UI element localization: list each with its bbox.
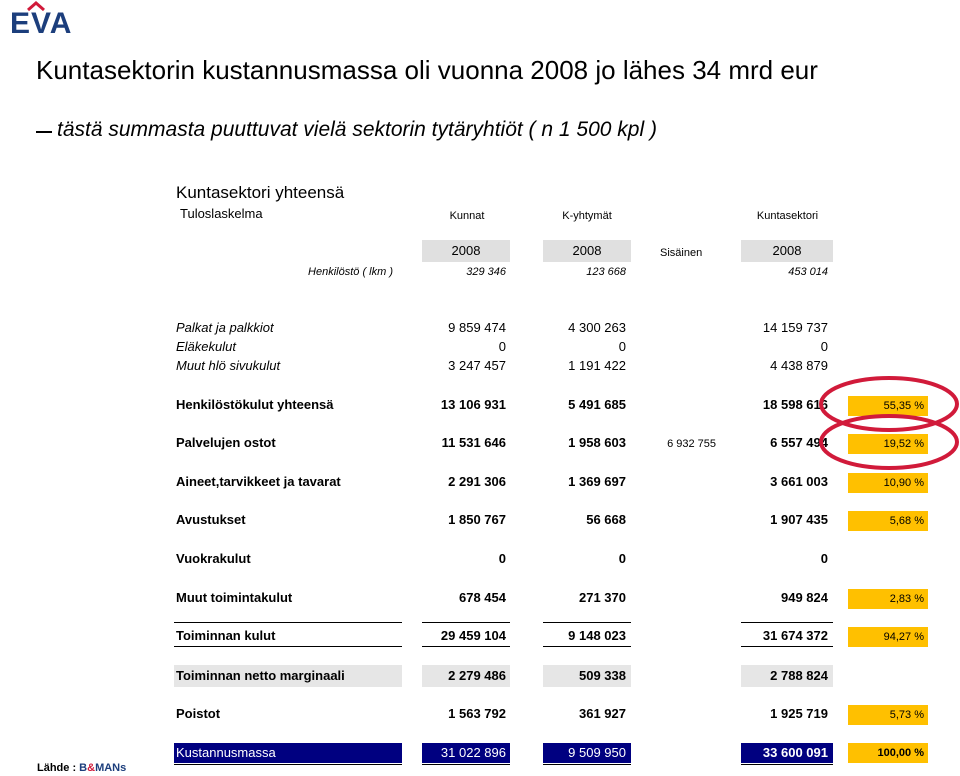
poistot-label: Poistot [176, 706, 221, 721]
muut-toim-kunnat: 678 454 [459, 590, 506, 605]
netto-label: Toiminnan netto marginaali [176, 668, 345, 683]
aineet-kuntasektori: 3 661 003 [770, 474, 828, 489]
year-kuntasektori: 2008 [772, 243, 802, 258]
palvelut-pct: 19,52 % [848, 434, 928, 454]
col-header-kunnat: Kunnat [449, 210, 485, 222]
aineet-kunnat: 2 291 306 [448, 474, 506, 489]
henk-yht-label: Henkilöstökulut yhteensä [176, 397, 334, 412]
poistot-pct: 5,73 % [848, 705, 928, 725]
muut-toim-kyhtymat: 271 370 [579, 590, 626, 605]
palvelut-kunnat: 11 531 646 [441, 435, 506, 450]
henkilosto-kyhtymat: 123 668 [586, 266, 626, 278]
vuokra-kunnat: 0 [498, 551, 506, 566]
section-title: Kuntasektori yhteensä [176, 183, 345, 202]
elake-kuntasektori: 0 [820, 339, 828, 354]
poistot-kunnat: 1 563 792 [448, 706, 506, 721]
aineet-pct: 10,90 % [848, 473, 928, 493]
col-header-kyhtymat: K-yhtymät [562, 210, 612, 222]
netto-kyhtymat: 509 338 [579, 668, 626, 683]
toim-kulut-kunnat: 29 459 104 [440, 628, 506, 643]
palvelut-kuntasektori: 6 557 494 [770, 435, 828, 450]
source-amp: & [87, 762, 96, 774]
highlight-circle-palvelut [821, 416, 957, 468]
page-subtitle: tästä summasta puuttuvat vielä sektorin tytäryhtiöt ( n 1 500 kpl ) [57, 118, 657, 141]
muut-hlo-kyhtymat: 1 191 422 [568, 358, 626, 373]
kustannus-label: Kustannusmassa [176, 745, 276, 760]
elake-kunnat: 0 [498, 339, 506, 354]
poistot-kyhtymat: 361 927 [579, 706, 626, 721]
henkilosto-kuntasektori: 453 014 [788, 266, 828, 278]
henk-yht-kuntasektori: 18 598 616 [762, 397, 828, 412]
toim-kulut-pct: 94,27 % [848, 627, 928, 647]
year-kyhtymat: 2008 [572, 243, 602, 258]
aineet-kyhtymat: 1 369 697 [568, 474, 626, 489]
toim-kulut-label: Toiminnan kulut [176, 628, 276, 643]
vuokra-kuntasektori: 0 [820, 551, 828, 566]
henkilosto-kunnat: 329 346 [466, 266, 506, 278]
muut-hlo-kunnat: 3 247 457 [448, 358, 506, 373]
source-mans: MANs [95, 762, 127, 774]
palvelut-sisainen: 6 932 755 [667, 438, 716, 450]
poistot-kuntasektori: 1 925 719 [770, 706, 828, 721]
henk-yht-kyhtymat: 5 491 685 [568, 397, 626, 412]
kustannus-kuntasektori: 33 600 091 [762, 745, 828, 760]
palkat-kunnat: 9 859 474 [448, 320, 506, 335]
elake-kyhtymat: 0 [618, 339, 626, 354]
toim-kulut-kuntasektori: 31 674 372 [762, 628, 828, 643]
muut-toim-kuntasektori: 949 824 [781, 590, 828, 605]
avustukset-label: Avustukset [176, 512, 246, 527]
avustukset-kunnat: 1 850 767 [448, 512, 506, 527]
page-title: Kuntasektorin kustannusmassa oli vuonna 2008 jo lähes 34 mrd eur [36, 55, 818, 85]
netto-kunnat: 2 279 486 [448, 668, 506, 683]
toim-kulut-kyhtymat: 9 148 023 [568, 628, 626, 643]
henkilosto-label: Henkilöstö ( lkm ) [308, 266, 393, 278]
muut-toim-pct: 2,83 % [848, 589, 928, 609]
netto-kuntasektori: 2 788 824 [770, 668, 828, 683]
palvelut-kyhtymat: 1 958 603 [568, 435, 626, 450]
vuokra-label: Vuokrakulut [176, 551, 251, 566]
palkat-label: Palkat ja palkkiot [176, 320, 274, 335]
muut-hlo-label: Muut hlö sivukulut [176, 358, 281, 373]
col-header-sisainen: Sisäinen [660, 247, 703, 259]
henk-yht-kunnat: 13 106 931 [440, 397, 506, 412]
kustannus-pct: 100,00 % [848, 743, 928, 763]
avustukset-kuntasektori: 1 907 435 [770, 512, 828, 527]
palkat-kyhtymat: 4 300 263 [568, 320, 626, 335]
henk-yht-pct: 55,35 % [848, 396, 928, 416]
muut-hlo-kuntasektori: 4 438 879 [770, 358, 828, 373]
kustannus-kyhtymat: 9 509 950 [568, 745, 626, 760]
palkat-kuntasektori: 14 159 737 [762, 320, 828, 335]
logo-text: EVA [10, 7, 73, 40]
col-header-kuntasektori: Kuntasektori [756, 210, 819, 222]
avustukset-pct: 5,68 % [848, 511, 928, 531]
aineet-label: Aineet,tarvikkeet ja tavarat [176, 474, 341, 489]
vuokra-kyhtymat: 0 [618, 551, 626, 566]
elake-label: Eläkekulut [176, 339, 236, 354]
source-prefix: Lähde : [37, 762, 80, 774]
source-b: B [79, 762, 88, 774]
year-kunnat: 2008 [451, 243, 481, 258]
muut-toim-label: Muut toimintakulut [176, 590, 293, 605]
palvelut-label: Palvelujen ostot [176, 435, 276, 450]
avustukset-kyhtymat: 56 668 [586, 512, 626, 527]
section-subtitle: Tuloslaskelma [180, 206, 263, 221]
kustannus-kunnat: 31 022 896 [440, 745, 506, 760]
